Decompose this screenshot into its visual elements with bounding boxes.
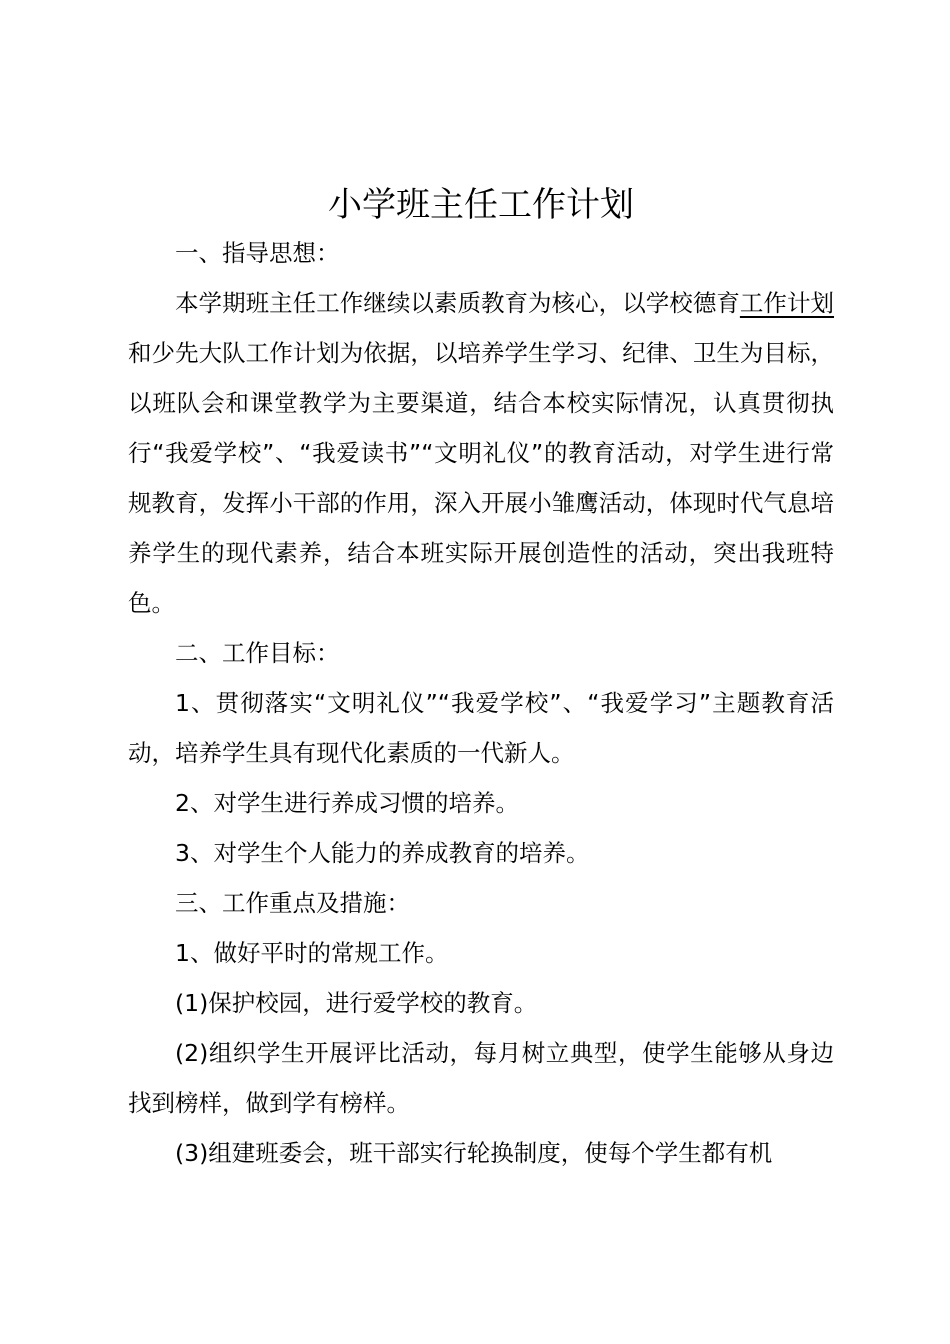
paragraph-text: 本学期班主任工作继续以素质教育为核心，以学校德育 [175,289,740,317]
section-heading-guiding-ideology: 一、指导思想： [175,239,340,267]
document-body [128,228,834,1178]
document-title: 小学班主任工作计划 [328,185,634,225]
list-item-sub-2: (2)组织学生开展评比活动，每月树立典型，使学生能够从身边找到榜样，做到学有榜样。 [128,1039,834,1117]
document-page [128,0,834,1344]
list-item-goal-3: 3、对学生个人能力的养成教育的培养。 [175,839,590,867]
list-item-goal-1: 1、贯彻落实“文明礼仪”“我爱学校”、“我爱学习”主题教育活动，培养学生具有现代化素质的一代新人。 [128,689,834,767]
section-heading-key-points: 三、工作重点及措施： [175,889,410,917]
list-item-goal-2: 2、对学生进行养成习惯的培养。 [175,789,519,817]
list-item-sub-1: (1)保护校园，进行爱学校的教育。 [175,989,538,1017]
section-heading-work-goals: 二、工作目标： [175,639,340,667]
paragraph-guiding-ideology [128,278,834,628]
list-item-key-1: 1、做好平时的常规工作。 [175,939,449,967]
paragraph-text: 和少先大队工作计划为依据，以培养学生学习、纪律、卫生为目标，以班队会和课堂教学为主要渠道，结合本校实际情况，认真贯彻执行“我爱学校”、“我爱读书”“文明礼仪”的教育活动，对学生进行常规教育，发挥小干部的作用，深入开展小雏鹰活动，体现时代气息培养学生的现代素养，结合本班实际开展创造性的活动，突出我班特色。 [128,339,834,617]
list-item-sub-3: (3)组建班委会，班干部实行轮换制度，使每个学生都有机 [175,1139,773,1167]
work-plan-link[interactable]: 工作计划 [739,289,835,317]
